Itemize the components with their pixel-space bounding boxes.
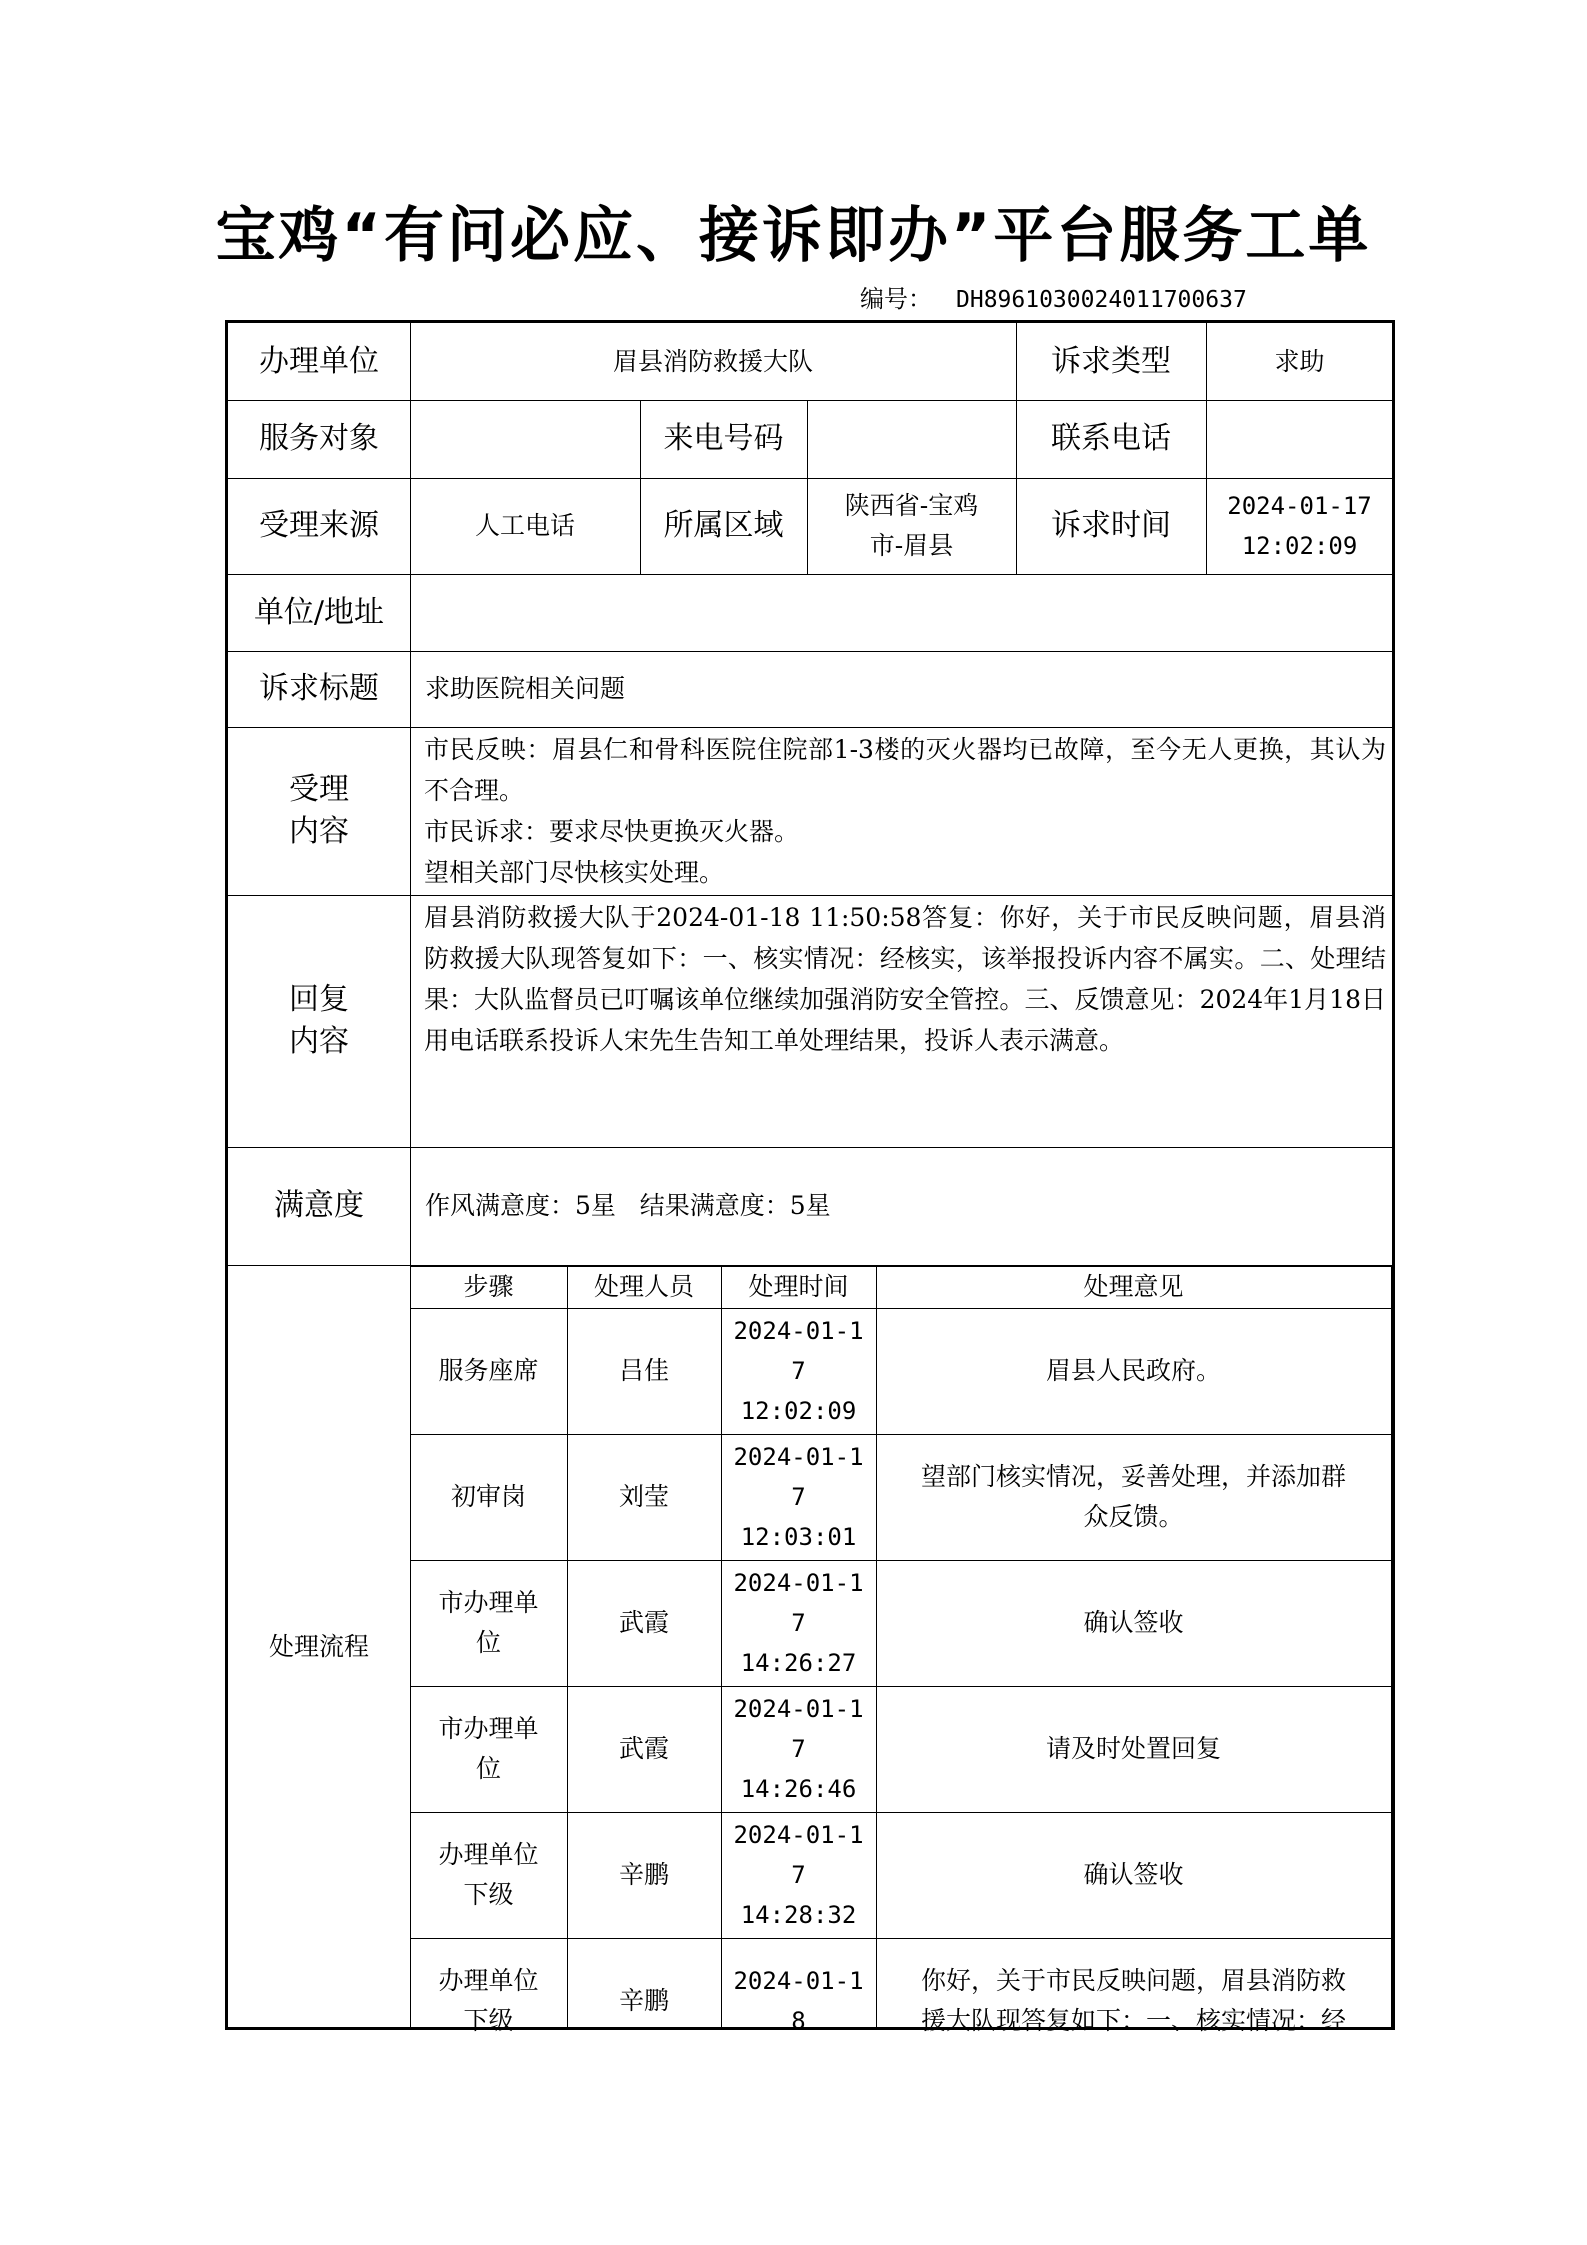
process-opinion-text: 确认签收	[1083, 1608, 1184, 1637]
process-person-cell	[567, 1560, 721, 1686]
process-time-text: 2024-01-1	[733, 1695, 864, 1723]
process-opinion-text: 望部门核实情况，妥善处理，并添加群	[920, 1462, 1346, 1491]
label-contact-phone: 联系电话	[1051, 421, 1171, 456]
process-time-text: 2024-01-1	[733, 1317, 864, 1345]
process-header-step: 步骤	[463, 1271, 514, 1301]
process-time-text: 14:26:27	[740, 1649, 857, 1677]
label-service-target: 服务对象	[259, 421, 379, 456]
process-person-text: 辛鹏	[618, 1986, 669, 2015]
label-reply-line-1: 回复	[289, 982, 349, 1017]
process-step-text: 服务座席	[438, 1356, 539, 1385]
label-source: 受理来源	[259, 508, 379, 543]
label-request-type: 诉求类型	[1051, 343, 1171, 379]
process-step-text: 初审岗	[450, 1482, 526, 1511]
process-step-text: 下级	[463, 1880, 514, 1909]
label-address: 单位/地址	[253, 594, 385, 630]
process-opinion-cell	[876, 1434, 1391, 1560]
accepted-content	[424, 729, 1386, 893]
label-reply-line-2: 内容	[289, 1024, 349, 1059]
process-time-text: 2024-01-1	[733, 1967, 864, 1995]
content-paragraph-3: 望相关部门尽快核实处理。	[424, 858, 725, 887]
serial-value: DH8961030024011700637	[956, 287, 1247, 313]
serial-number	[860, 282, 1247, 317]
process-header-time: 处理时间	[748, 1271, 849, 1301]
value-source: 人工电话	[474, 511, 575, 540]
process-opinion-text: 援大队现答复如下：一、核实情况：经	[920, 2006, 1346, 2035]
process-time-text: 2024-01-1	[733, 1821, 864, 1849]
process-time-text: 14:26:46	[740, 1775, 857, 1803]
content-paragraph-2: 市民诉求：要求尽快更换灭火器。	[424, 817, 800, 846]
process-person-cell	[567, 1938, 721, 2064]
process-opinion-cell	[876, 1686, 1391, 1812]
process-opinion-text: 眉县人民政府。	[1045, 1356, 1221, 1385]
process-time-text: 7	[791, 1735, 806, 1763]
process-time-text: 2024-01-1	[733, 1443, 864, 1471]
label-reply-content	[228, 895, 410, 1147]
process-time-text: 7	[791, 1357, 806, 1385]
process-time-text: 7	[791, 1609, 806, 1637]
process-step-cell	[410, 1560, 567, 1686]
process-time-text: 12:03:01	[740, 1523, 857, 1551]
area-line-2: 市-眉县	[869, 531, 954, 560]
content-paragraph-1: 市民反映：眉县仁和骨科医院住院部1-3楼的灭火器均已故障，至今无人更换，其认为不合理。	[424, 735, 1386, 805]
label-handling-unit: 办理单位	[259, 343, 379, 379]
process-step-text: 下级	[463, 2006, 514, 2035]
process-time-text: 8	[791, 2007, 806, 2035]
label-content-line-2: 内容	[289, 814, 349, 849]
process-time-text: 14:28:32	[740, 1901, 857, 1929]
process-step-text: 位	[475, 1628, 501, 1657]
label-area: 所属区域	[663, 508, 784, 543]
value-request-time	[1206, 478, 1393, 574]
reply-content	[424, 897, 1386, 1061]
process-person-text: 辛鹏	[618, 1860, 669, 1889]
process-step-text: 办理单位	[438, 1966, 539, 1995]
time-date: 2024-01-17	[1227, 492, 1372, 520]
process-step-cell	[410, 1308, 567, 1434]
value-satisfaction: 作风满意度：5星 结果满意度：5星	[425, 1191, 831, 1220]
process-opinion-text: 你好，关于市民反映问题，眉县消防救	[920, 1966, 1346, 1995]
process-opinion-text: 确认签收	[1083, 1860, 1184, 1889]
process-time-text: 7	[791, 1861, 806, 1889]
value-caller-number	[807, 400, 1016, 478]
process-person-cell	[567, 1434, 721, 1560]
process-time-cell	[721, 1308, 876, 1434]
time-clock: 12:02:09	[1241, 532, 1358, 560]
process-opinion-cell	[876, 1308, 1391, 1434]
value-contact-phone	[1206, 400, 1393, 478]
value-request-type: 求助	[1274, 346, 1325, 376]
process-time-cell	[721, 1686, 876, 1812]
process-step-text: 市办理单	[438, 1588, 539, 1617]
process-opinion-text: 众反馈。	[1083, 1502, 1184, 1531]
document-title: 宝鸡“有问必应、接诉即办”平台服务工单	[215, 201, 1372, 271]
process-person-cell	[567, 1308, 721, 1434]
process-person-text: 吕佳	[618, 1356, 669, 1385]
process-time-text: 2024-01-1	[733, 1569, 864, 1597]
process-step-text: 位	[475, 1754, 501, 1783]
value-subject: 求助医院相关问题	[425, 674, 626, 703]
label-accepted-content	[228, 727, 410, 895]
process-time-text: 12:02:09	[740, 1397, 857, 1425]
value-handling-unit: 眉县消防救援大队	[612, 346, 813, 376]
process-step-text: 办理单位	[438, 1840, 539, 1869]
label-process-flow: 处理流程	[268, 1631, 369, 1661]
value-address	[410, 574, 1393, 651]
work-order-table	[225, 320, 1395, 2035]
value-service-target	[410, 400, 640, 478]
process-opinion-cell	[876, 1812, 1391, 1938]
process-person-cell	[567, 1686, 721, 1812]
process-header-opinion: 处理意见	[1083, 1271, 1184, 1301]
area-line-1: 陕西省-宝鸡	[844, 491, 979, 520]
process-opinion-cell	[876, 1560, 1391, 1686]
process-step-text: 市办理单	[438, 1714, 539, 1743]
process-person-text: 刘莹	[618, 1482, 669, 1511]
label-content-line-1: 受理	[289, 772, 349, 807]
label-satisfaction: 满意度	[274, 1188, 364, 1223]
process-person-cell	[567, 1812, 721, 1938]
process-time-cell	[721, 1938, 876, 2064]
label-subject: 诉求标题	[259, 671, 379, 706]
process-time-cell	[721, 1812, 876, 1938]
label-request-time: 诉求时间	[1051, 508, 1171, 543]
process-opinion-cell	[876, 1938, 1391, 2064]
process-step-cell	[410, 1938, 567, 2064]
reply-paragraph: 眉县消防救援大队于2024-01-18 11:50:58答复：你好，关于市民反映问题，眉县消防救援大队现答复如下：一、核实情况：经核实，该举报投诉内容不属实。二、处理结果：大队监督员已叮嘱该单位继续加强消防安全管控。三、反馈意见：2024年1月18日用电话联系投诉人宋先生告知工单处理结果，投诉人表示满意。	[424, 903, 1386, 1055]
process-opinion-text: 请及时处置回复	[1045, 1734, 1221, 1763]
label-caller-number: 来电号码	[663, 421, 784, 456]
process-time-cell	[721, 1434, 876, 1560]
process-step-cell	[410, 1686, 567, 1812]
process-header-person: 处理人员	[593, 1271, 694, 1301]
process-step-cell	[410, 1434, 567, 1560]
serial-label: 编号：	[860, 285, 932, 313]
process-time-text: 7	[791, 1483, 806, 1511]
process-person-text: 武霞	[618, 1608, 669, 1637]
process-person-text: 武霞	[618, 1734, 669, 1763]
process-time-cell	[721, 1560, 876, 1686]
value-area	[807, 478, 1016, 574]
process-step-cell	[410, 1812, 567, 1938]
